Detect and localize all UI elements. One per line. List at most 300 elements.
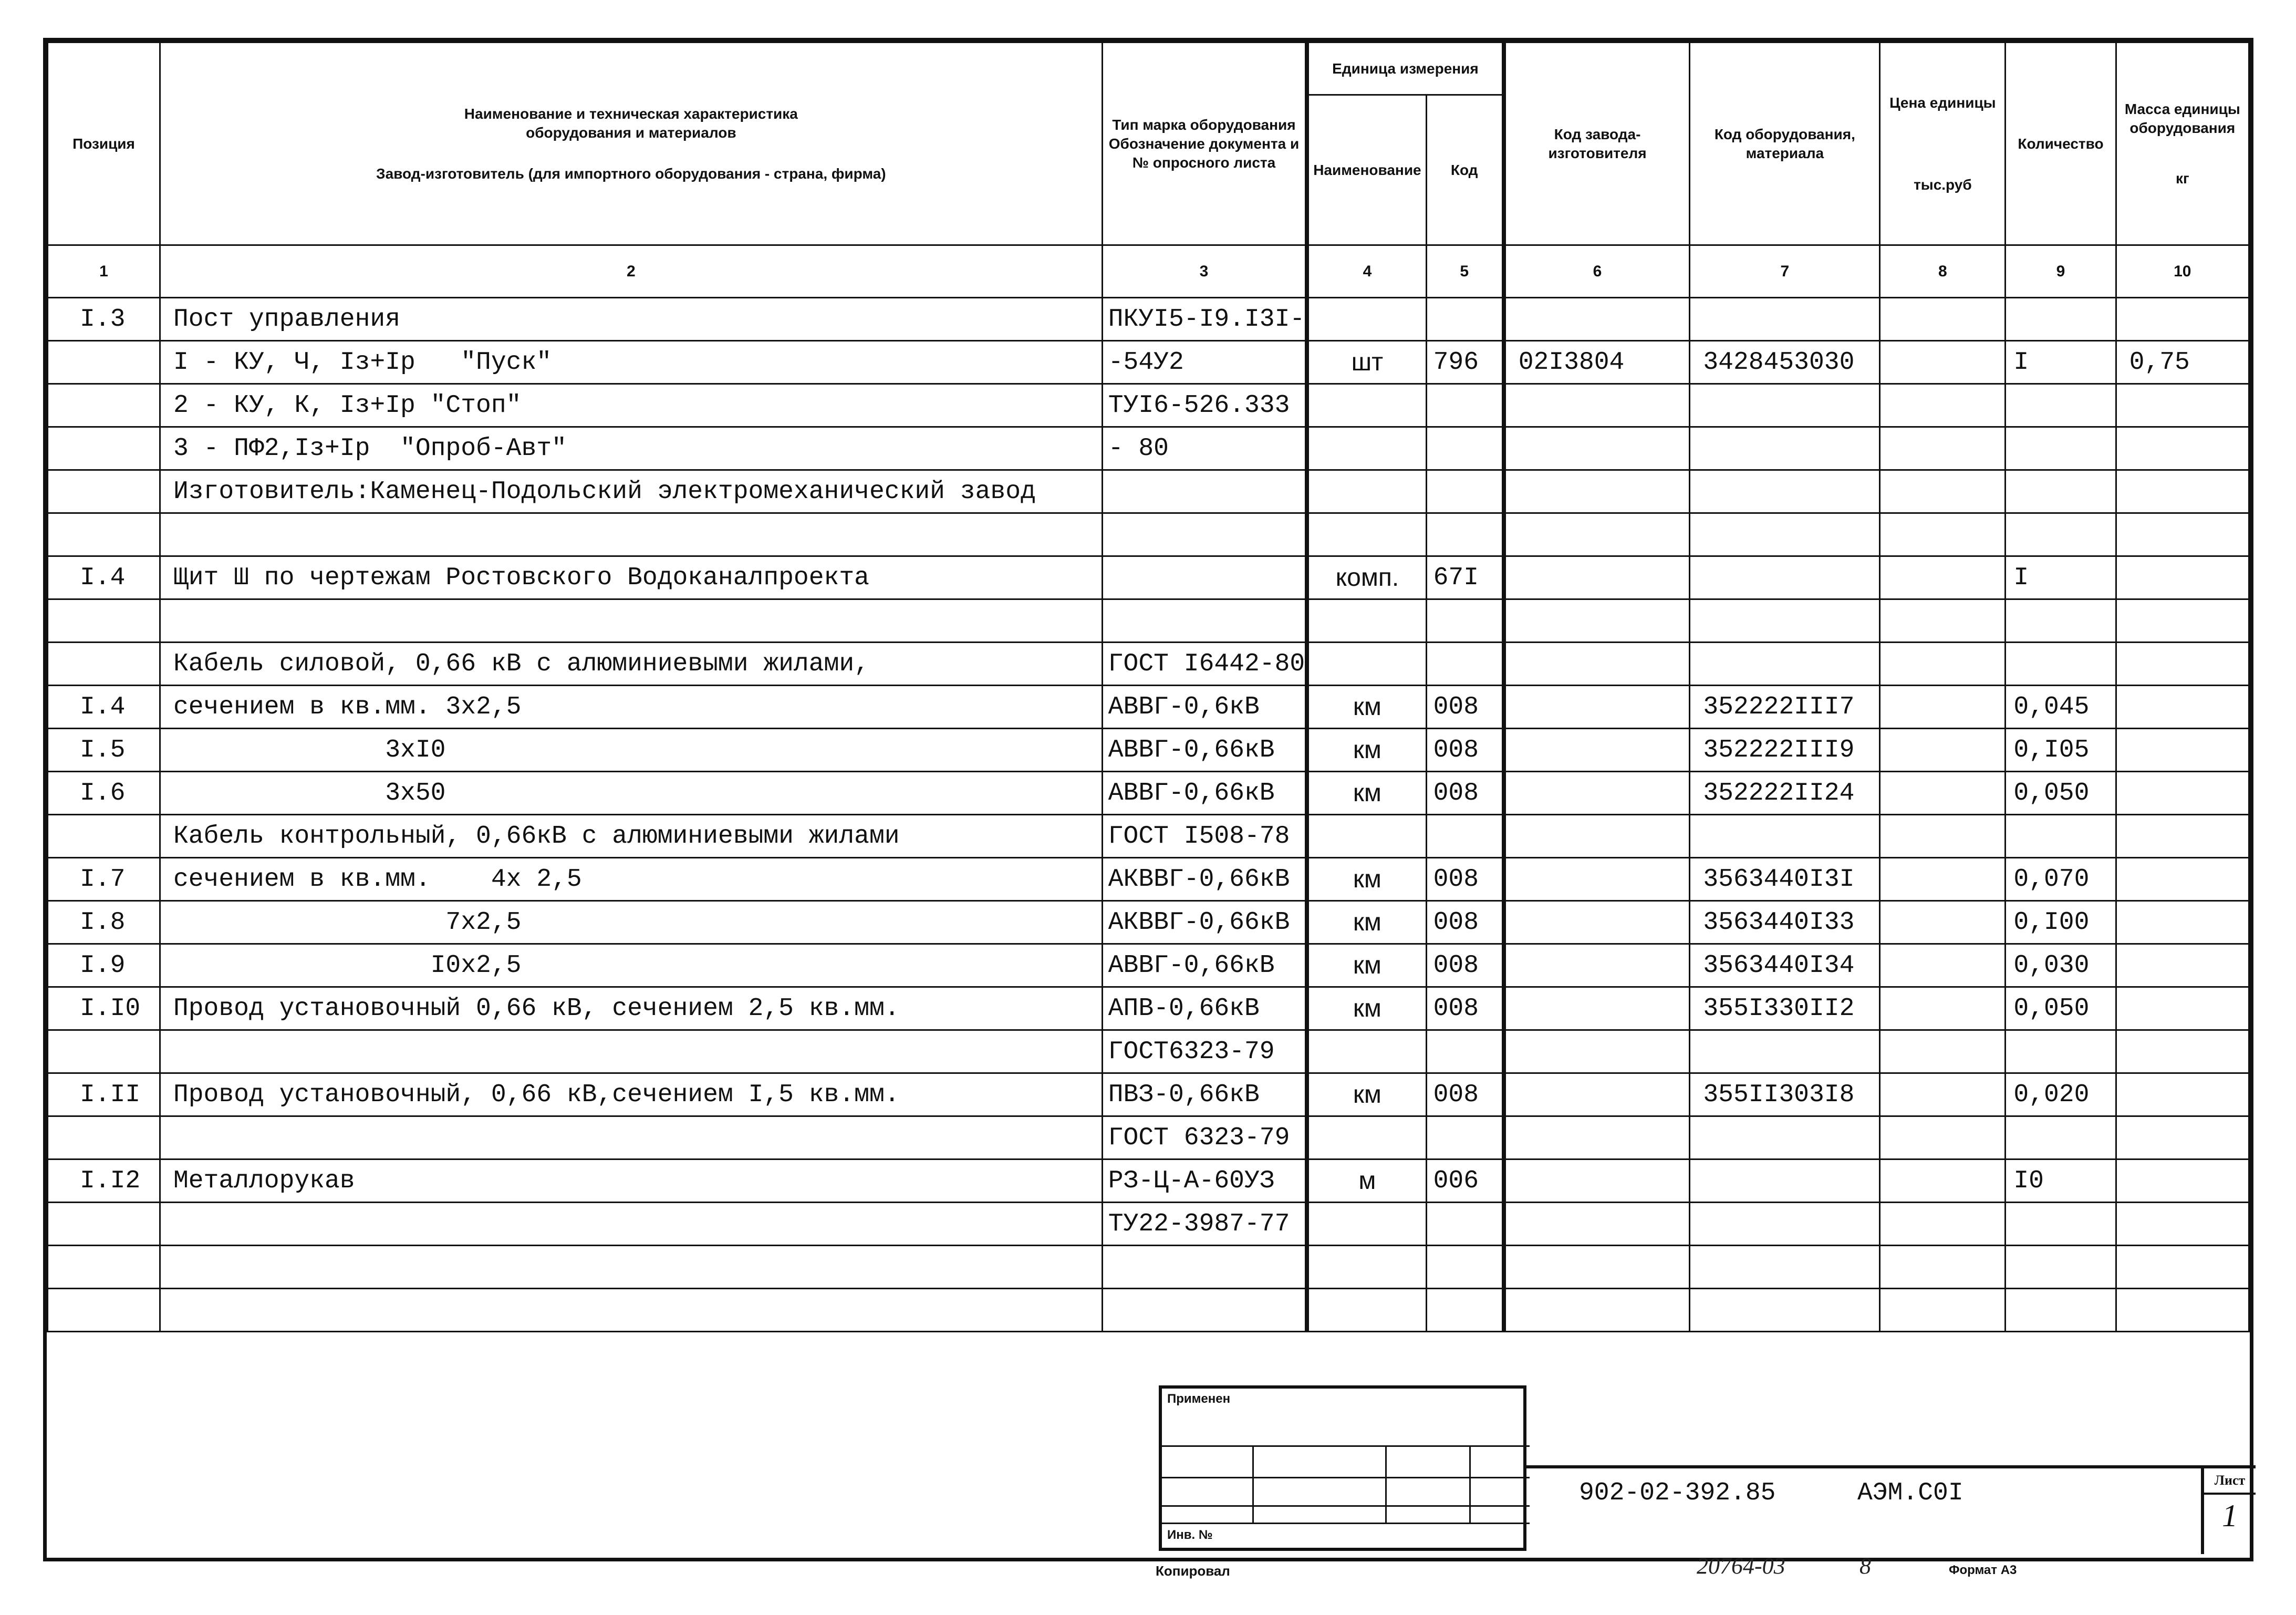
table-cell-col2: Щит Ш по чертежам Ростовского Водоканалпроекта — [160, 556, 1102, 599]
handwritten-number: 20764-03 — [1697, 1553, 1785, 1579]
table-cell-col2: Изготовитель:Каменец-Подольский электромеханический завод — [160, 470, 1102, 513]
table-cell-col9 — [2006, 815, 2116, 858]
table-cell-col6 — [1504, 729, 1690, 772]
table-cell-col6 — [1504, 772, 1690, 815]
table-cell-col1: I.II — [48, 1073, 160, 1116]
table-row — [48, 729, 2249, 772]
table-cell-col9: 0,050 — [2006, 772, 2116, 815]
sheet-box — [2201, 1468, 2256, 1554]
table-row — [48, 341, 2249, 384]
table-cell-col6: 02I3804 — [1504, 341, 1690, 384]
table-row — [48, 944, 2249, 987]
table-row — [48, 1073, 2249, 1116]
grid-line — [1385, 1445, 1387, 1523]
header-price-label: Цена единицы — [1889, 94, 1996, 111]
copied-by-label: Копировал — [1156, 1563, 1230, 1579]
col-num: 5 — [1426, 245, 1504, 298]
table-cell-col10 — [2116, 513, 2249, 556]
table-cell-col8 — [1880, 513, 2006, 556]
table-row — [48, 686, 2249, 729]
table-cell-col7 — [1690, 1160, 1880, 1203]
table-cell-col5 — [1426, 470, 1504, 513]
table-cell-col7 — [1690, 1116, 1880, 1160]
table-cell-col3: - 80 — [1102, 427, 1307, 470]
table-row — [48, 901, 2249, 944]
drawing-sheet — [43, 38, 2253, 1561]
table-cell-col6 — [1504, 944, 1690, 987]
header-price-unit: тыс.руб — [1914, 176, 1972, 193]
table-cell-col10 — [2116, 1203, 2249, 1246]
table-row — [48, 384, 2249, 427]
table-cell-col5: 796 — [1426, 341, 1504, 384]
table-cell-col5 — [1426, 1289, 1504, 1332]
header-equipment-code: Код оборудования, материала — [1690, 43, 1880, 245]
table-cell-col1 — [48, 1116, 160, 1160]
grid-line — [1159, 1445, 1530, 1447]
table-cell-col6 — [1504, 1116, 1690, 1160]
table-cell-col1 — [48, 384, 160, 427]
table-cell-col7 — [1690, 815, 1880, 858]
table-cell-col9 — [2006, 513, 2116, 556]
table-row — [48, 1289, 2249, 1332]
table-cell-col7 — [1690, 1203, 1880, 1246]
table-cell-col7: 355II303I8 — [1690, 1073, 1880, 1116]
table-cell-col7 — [1690, 1246, 1880, 1289]
grid-line — [1159, 1523, 1530, 1524]
table-cell-col5: 008 — [1426, 1073, 1504, 1116]
table-cell-col2: I - КУ, Ч, Iз+Iр "Пуск" — [160, 341, 1102, 384]
table-cell-col2: 3 - ПФ2,Iз+Iр "Опроб-Авт" — [160, 427, 1102, 470]
table-cell-col5: 008 — [1426, 987, 1504, 1030]
table-cell-col4: км — [1307, 901, 1426, 944]
table-cell-col5: 008 — [1426, 772, 1504, 815]
table-cell-col2: Провод установочный 0,66 кВ, сечением 2,5 кв.мм. — [160, 987, 1102, 1030]
table-cell-col7 — [1690, 427, 1880, 470]
table-cell-col10 — [2116, 643, 2249, 686]
table-cell-col10 — [2116, 556, 2249, 599]
table-cell-col10 — [2116, 1160, 2249, 1203]
table-cell-col7 — [1690, 643, 1880, 686]
table-cell-col6 — [1504, 513, 1690, 556]
table-cell-col3: ГОСТ I6442-80 — [1102, 643, 1307, 686]
specification-body — [48, 298, 2249, 1332]
table-cell-col8 — [1880, 772, 2006, 815]
table-cell-col6 — [1504, 643, 1690, 686]
table-cell-col5 — [1426, 1030, 1504, 1073]
table-cell-col3: ТУ22-3987-77 — [1102, 1203, 1307, 1246]
table-row — [48, 470, 2249, 513]
table-cell-col1 — [48, 1246, 160, 1289]
table-cell-col7 — [1690, 599, 1880, 643]
table-cell-col10 — [2116, 470, 2249, 513]
header-mass — [2116, 43, 2249, 245]
table-cell-col4: км — [1307, 729, 1426, 772]
table-cell-col2: Кабель силовой, 0,66 кВ с алюминиевыми жилами, — [160, 643, 1102, 686]
table-cell-col8 — [1880, 815, 2006, 858]
col-num: 6 — [1504, 245, 1690, 298]
format-label: Формат А3 — [1949, 1563, 2017, 1577]
table-cell-col1: I.4 — [48, 556, 160, 599]
table-cell-col4: км — [1307, 686, 1426, 729]
table-cell-col8 — [1880, 1160, 2006, 1203]
table-cell-col1 — [48, 427, 160, 470]
table-cell-col10 — [2116, 772, 2249, 815]
table-cell-col9 — [2006, 1289, 2116, 1332]
specification-table — [47, 42, 2250, 1332]
table-row — [48, 1030, 2249, 1073]
table-cell-col5: 006 — [1426, 1160, 1504, 1203]
table-cell-col4 — [1307, 470, 1426, 513]
header-position: Позиция — [48, 43, 160, 245]
table-cell-col9: 0,070 — [2006, 858, 2116, 901]
table-cell-col3: ПКУI5-I9.I3I- — [1102, 298, 1307, 341]
table-cell-col4: м — [1307, 1160, 1426, 1203]
table-cell-col3 — [1102, 470, 1307, 513]
table-cell-col6 — [1504, 298, 1690, 341]
inventory-number-label: Инв. № — [1167, 1528, 1213, 1542]
table-cell-col4 — [1307, 643, 1426, 686]
table-cell-col9 — [2006, 1030, 2116, 1073]
table-row — [48, 513, 2249, 556]
table-cell-col7: 3563440I33 — [1690, 901, 1880, 944]
table-cell-col4 — [1307, 1203, 1426, 1246]
table-cell-col8 — [1880, 901, 2006, 944]
table-cell-col9 — [2006, 298, 2116, 341]
table-row — [48, 772, 2249, 815]
table-cell-col4 — [1307, 1116, 1426, 1160]
table-cell-col10 — [2116, 1246, 2249, 1289]
table-cell-col5 — [1426, 1203, 1504, 1246]
table-cell-col9: 0,045 — [2006, 686, 2116, 729]
table-cell-col9: I0 — [2006, 1160, 2116, 1203]
table-cell-col5 — [1426, 1116, 1504, 1160]
table-cell-col1: I.6 — [48, 772, 160, 815]
table-cell-col2 — [160, 1116, 1102, 1160]
table-row — [48, 815, 2249, 858]
table-cell-col3 — [1102, 1246, 1307, 1289]
table-cell-col5: 008 — [1426, 858, 1504, 901]
table-cell-col3: ГОСТ I508-78 — [1102, 815, 1307, 858]
table-cell-col9 — [2006, 427, 2116, 470]
table-cell-col5 — [1426, 599, 1504, 643]
table-cell-col10 — [2116, 944, 2249, 987]
table-cell-col8 — [1880, 298, 2006, 341]
table-cell-col3: АКВВГ-0,66кВ — [1102, 858, 1307, 901]
header-mass-label: Масса единицы оборудования — [2124, 100, 2240, 136]
table-cell-col3: АВВГ-0,66кВ — [1102, 729, 1307, 772]
table-cell-col6 — [1504, 987, 1690, 1030]
table-cell-col6 — [1504, 901, 1690, 944]
title-block — [1159, 1385, 2256, 1561]
table-cell-col2: сечением в кв.мм. 4х 2,5 — [160, 858, 1102, 901]
table-cell-col9 — [2006, 599, 2116, 643]
table-cell-col9: 0,I00 — [2006, 901, 2116, 944]
table-cell-col5 — [1426, 298, 1504, 341]
table-cell-col9 — [2006, 643, 2116, 686]
table-cell-col8 — [1880, 1073, 2006, 1116]
table-cell-col10 — [2116, 1116, 2249, 1160]
header-name — [160, 43, 1102, 245]
document-code: 902-02-392.85 — [1579, 1479, 1776, 1507]
table-cell-col8 — [1880, 987, 2006, 1030]
table-row — [48, 1203, 2249, 1246]
table-cell-col9 — [2006, 1246, 2116, 1289]
approval-block — [1159, 1385, 1526, 1551]
table-cell-col4: км — [1307, 772, 1426, 815]
table-cell-col1 — [48, 1030, 160, 1073]
table-cell-col4 — [1307, 815, 1426, 858]
table-cell-col8 — [1880, 384, 2006, 427]
table-cell-col10 — [2116, 384, 2249, 427]
table-cell-col4 — [1307, 298, 1426, 341]
grid-line — [1159, 1477, 1530, 1478]
table-cell-col7 — [1690, 1289, 1880, 1332]
table-cell-col2: сечением в кв.мм. 3х2,5 — [160, 686, 1102, 729]
table-cell-col2: Кабель контрольный, 0,66кВ с алюминиевыми жилами — [160, 815, 1102, 858]
table-cell-col4 — [1307, 513, 1426, 556]
table-cell-col5: 008 — [1426, 686, 1504, 729]
table-cell-col4: км — [1307, 944, 1426, 987]
table-cell-col2 — [160, 1246, 1102, 1289]
table-cell-col10 — [2116, 987, 2249, 1030]
table-cell-col8 — [1880, 1116, 2006, 1160]
table-cell-col10 — [2116, 298, 2249, 341]
table-cell-col5 — [1426, 643, 1504, 686]
table-cell-col5 — [1426, 513, 1504, 556]
table-cell-col1: I.I2 — [48, 1160, 160, 1203]
table-cell-col3: ПВЗ-0,66кВ — [1102, 1073, 1307, 1116]
table-cell-col3: ГОСТ 6323-79 — [1102, 1116, 1307, 1160]
table-cell-col7: 3563440I34 — [1690, 944, 1880, 987]
table-cell-col1: I.4 — [48, 686, 160, 729]
table-row — [48, 1246, 2249, 1289]
header-quantity: Количество — [2006, 43, 2116, 245]
table-cell-col2 — [160, 1203, 1102, 1246]
table-cell-col2: 3х50 — [160, 772, 1102, 815]
table-cell-col10 — [2116, 901, 2249, 944]
table-cell-col9 — [2006, 384, 2116, 427]
table-cell-col2: Провод установочный, 0,66 кВ,сечением I,5 кв.мм. — [160, 1073, 1102, 1116]
table-cell-col3: АПВ-0,66кВ — [1102, 987, 1307, 1030]
header-name-line3: Завод-изготовитель (для импортного оборудования - страна, фирма) — [376, 165, 886, 182]
table-cell-col4 — [1307, 1289, 1426, 1332]
sheet-label: Лист — [2204, 1468, 2256, 1495]
table-cell-col8 — [1880, 599, 2006, 643]
document-mark: АЭМ.С0I — [1857, 1479, 1963, 1507]
table-cell-col2: Пост управления — [160, 298, 1102, 341]
table-row — [48, 599, 2249, 643]
table-cell-col3: РЗ-Ц-А-60УЗ — [1102, 1160, 1307, 1203]
table-cell-col3: АВВГ-0,66кВ — [1102, 772, 1307, 815]
col-num: 1 — [48, 245, 160, 298]
header-name-line2: оборудования и материалов — [526, 124, 736, 141]
col-num: 10 — [2116, 245, 2249, 298]
table-cell-col1 — [48, 599, 160, 643]
table-cell-col10 — [2116, 858, 2249, 901]
table-cell-col7 — [1690, 513, 1880, 556]
table-cell-col2: 3хI0 — [160, 729, 1102, 772]
table-cell-col5 — [1426, 384, 1504, 427]
table-cell-col1: I.I0 — [48, 987, 160, 1030]
table-cell-col8 — [1880, 729, 2006, 772]
table-cell-col3: АВВГ-0,6кВ — [1102, 686, 1307, 729]
table-cell-col4: км — [1307, 858, 1426, 901]
table-cell-col1: I.5 — [48, 729, 160, 772]
table-cell-col6 — [1504, 1246, 1690, 1289]
table-cell-col7: 352222II24 — [1690, 772, 1880, 815]
table-cell-col3 — [1102, 1289, 1307, 1332]
col-num: 8 — [1880, 245, 2006, 298]
table-cell-col1 — [48, 1289, 160, 1332]
table-cell-col2 — [160, 599, 1102, 643]
table-cell-col3 — [1102, 556, 1307, 599]
table-cell-col7: 3428453030 — [1690, 341, 1880, 384]
table-cell-col8 — [1880, 858, 2006, 901]
table-cell-col10 — [2116, 729, 2249, 772]
table-cell-col6 — [1504, 384, 1690, 427]
table-cell-col3: ГОСТ6323-79 — [1102, 1030, 1307, 1073]
table-cell-col4: км — [1307, 987, 1426, 1030]
table-cell-col7 — [1690, 298, 1880, 341]
header-name-line1: Наименование и техническая характеристика — [464, 105, 798, 122]
document-code-block — [1526, 1465, 2256, 1551]
table-cell-col1: I.7 — [48, 858, 160, 901]
table-cell-col8 — [1880, 341, 2006, 384]
table-cell-col10 — [2116, 686, 2249, 729]
header-unit-group: Единица измерения — [1307, 43, 1504, 95]
table-row — [48, 643, 2249, 686]
table-cell-col7: 3563440I3I — [1690, 858, 1880, 901]
table-cell-col1: I.9 — [48, 944, 160, 987]
table-row — [48, 298, 2249, 341]
grid-line — [1252, 1445, 1254, 1523]
header-manufacturer-code: Код завода-изготовителя — [1504, 43, 1690, 245]
table-cell-col10: 0,75 — [2116, 341, 2249, 384]
table-cell-col1 — [48, 341, 160, 384]
header-mass-unit: кг — [2175, 170, 2189, 187]
table-cell-col6 — [1504, 1073, 1690, 1116]
table-cell-col7: 352222III7 — [1690, 686, 1880, 729]
primenen-label: Применен — [1167, 1392, 1231, 1406]
table-cell-col8 — [1880, 1246, 2006, 1289]
table-cell-col6 — [1504, 1289, 1690, 1332]
table-cell-col1 — [48, 1203, 160, 1246]
table-cell-col8 — [1880, 1030, 2006, 1073]
table-cell-col10 — [2116, 1030, 2249, 1073]
table-cell-col8 — [1880, 556, 2006, 599]
table-cell-col10 — [2116, 427, 2249, 470]
sheet-number: 1 — [2222, 1498, 2238, 1533]
table-cell-col7 — [1690, 384, 1880, 427]
table-cell-col3 — [1102, 513, 1307, 556]
grid-line — [1469, 1445, 1471, 1523]
table-cell-col4 — [1307, 384, 1426, 427]
table-cell-col6 — [1504, 599, 1690, 643]
table-cell-col9: I — [2006, 556, 2116, 599]
grid-line — [1159, 1505, 1530, 1507]
table-cell-col7 — [1690, 1030, 1880, 1073]
table-cell-col3: АВВГ-0,66кВ — [1102, 944, 1307, 987]
table-cell-col10 — [2116, 599, 2249, 643]
table-cell-col4 — [1307, 1030, 1426, 1073]
table-cell-col4 — [1307, 599, 1426, 643]
table-cell-col8 — [1880, 1289, 2006, 1332]
table-cell-col4: км — [1307, 1073, 1426, 1116]
handwritten-digit: 8 — [1859, 1553, 1871, 1579]
table-cell-col2: Металлорукав — [160, 1160, 1102, 1203]
table-row — [48, 858, 2249, 901]
table-cell-col6 — [1504, 470, 1690, 513]
table-cell-col9 — [2006, 1203, 2116, 1246]
table-cell-col1: I.8 — [48, 901, 160, 944]
table-cell-col7: 352222III9 — [1690, 729, 1880, 772]
table-cell-col4: шт — [1307, 341, 1426, 384]
table-cell-col8 — [1880, 686, 2006, 729]
table-cell-col9 — [2006, 470, 2116, 513]
table-cell-col2: 2 - КУ, К, Iз+Iр "Стоп" — [160, 384, 1102, 427]
col-num: 9 — [2006, 245, 2116, 298]
table-cell-col6 — [1504, 427, 1690, 470]
table-cell-col5: 008 — [1426, 944, 1504, 987]
table-cell-col7 — [1690, 556, 1880, 599]
table-cell-col1 — [48, 513, 160, 556]
table-cell-col8 — [1880, 944, 2006, 987]
table-cell-col3 — [1102, 599, 1307, 643]
table-cell-col4: комп. — [1307, 556, 1426, 599]
table-cell-col6 — [1504, 858, 1690, 901]
table-cell-col9: 0,I05 — [2006, 729, 2116, 772]
table-cell-col2 — [160, 513, 1102, 556]
table-cell-col5: 008 — [1426, 901, 1504, 944]
header-row — [48, 43, 2249, 95]
table-cell-col2: 7х2,5 — [160, 901, 1102, 944]
table-cell-col1 — [48, 643, 160, 686]
col-num: 7 — [1690, 245, 1880, 298]
table-cell-col8 — [1880, 470, 2006, 513]
table-cell-col1 — [48, 815, 160, 858]
table-row — [48, 556, 2249, 599]
col-num: 2 — [160, 245, 1102, 298]
table-cell-col8 — [1880, 1203, 2006, 1246]
table-cell-col9: I — [2006, 341, 2116, 384]
header-price — [1880, 43, 2006, 245]
header-unit-name: Наименование — [1307, 95, 1426, 245]
table-cell-col4 — [1307, 1246, 1426, 1289]
table-row — [48, 427, 2249, 470]
table-cell-col6 — [1504, 556, 1690, 599]
table-cell-col8 — [1880, 427, 2006, 470]
table-row — [48, 1160, 2249, 1203]
table-cell-col5 — [1426, 1246, 1504, 1289]
table-cell-col2 — [160, 1289, 1102, 1332]
table-cell-col9: 0,050 — [2006, 987, 2116, 1030]
col-num: 4 — [1307, 245, 1426, 298]
table-cell-col2: I0х2,5 — [160, 944, 1102, 987]
table-cell-col10 — [2116, 1073, 2249, 1116]
table-cell-col8 — [1880, 643, 2006, 686]
table-cell-col5 — [1426, 815, 1504, 858]
table-row — [48, 1116, 2249, 1160]
table-cell-col9 — [2006, 1116, 2116, 1160]
table-cell-col3: -54У2 — [1102, 341, 1307, 384]
table-row — [48, 987, 2249, 1030]
table-cell-col9: 0,020 — [2006, 1073, 2116, 1116]
table-cell-col9: 0,030 — [2006, 944, 2116, 987]
table-cell-col2 — [160, 1030, 1102, 1073]
table-cell-col7 — [1690, 470, 1880, 513]
table-cell-col5 — [1426, 427, 1504, 470]
table-cell-col1 — [48, 470, 160, 513]
